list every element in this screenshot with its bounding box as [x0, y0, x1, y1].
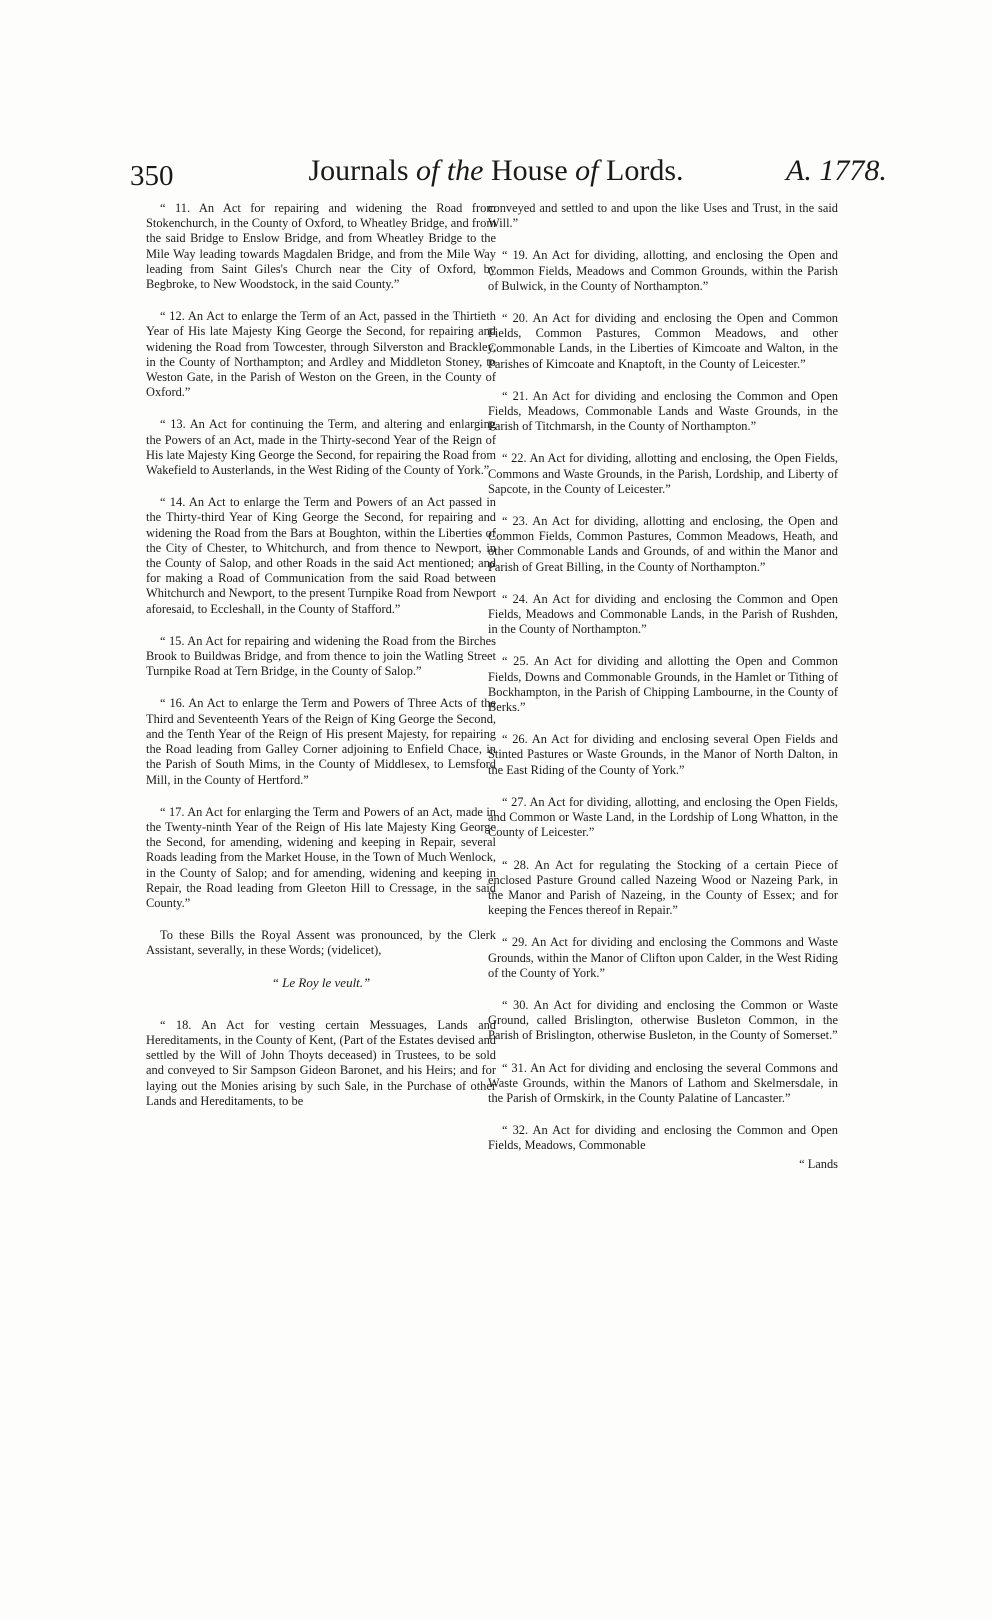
- act-entry-16: “ 16. An Act to enlarge the Term and Powers of Three Acts of the Third and Seventeenth Years of the Reign of King George the Second, and the Tenth Year of the Reign of His present Majesty, for repairing the Road leading from Galley Corner adjoining to Enfield Chace, in the Parish of South Mims, in the County of Middlesex, to Lemsford Mill, in the County of Hertford.”: [146, 696, 496, 787]
- act-entry-27: “ 27. An Act for dividing, allotting, and enclosing the Open Fields, and Common or Waste Land, in the Lordship of Long Whatton, in the County of Leicester.”: [488, 794, 838, 840]
- act-entry-14: “ 14. An Act to enlarge the Term and Powers of an Act passed in the Thirty-third Year of King George the Second, for repairing and widening the Road from the Bars at Boughton, within the Liberties of the City of Chester, to Whitchurch, and from thence to Newport, in the County of Salop, and other Roads in the said Act mentioned; and for making a Road of Communication from the said Road between Whitchurch and Newport, to the present Turnpike Road from Newport aforesaid, to Eccleshall, in the County of Stafford.”: [146, 495, 496, 616]
- act-entry-20: “ 20. An Act for dividing and enclosing the Open and Common Fields, Common Pastures, Common Meadows, and other Commonable Lands, in the Liberties of Kimcoate and Walton, in the Parishes of Kimcoate and Knaptoft, in the County of Leicester.”: [488, 311, 838, 371]
- act-entry-28: “ 28. An Act for regulating the Stocking of a certain Piece of enclosed Pasture Ground called Nazeing Wood or Nazeing Park, in the Manor and Parish of Nazeing, in the County of Essex; and for keeping the Fences thereof in Repair.”: [488, 857, 838, 918]
- catchword: “ Lands: [799, 1156, 838, 1171]
- right-column: [488, 201, 838, 1184]
- page-number: 350: [130, 160, 174, 192]
- act-entry-18: “ 18. An Act for vesting certain Messuages, Lands and Hereditaments, in the County of Kent, (Part of the Estates devised and settled by the Will of John Thoyts deceased) in Trustees, to be sold and conveyed to Sir Sampson Gideon Baronet, and his Heirs; and for laying out the Monies arising by such Sale, in the Purchase of other Lands and Hereditaments, to be: [146, 1017, 496, 1108]
- act-entry-19: “ 19. An Act for dividing, allotting, and enclosing the Open and Common Fields, Meadows and Common Grounds, within the Parish of Bulwick, in the County of Northampton.”: [488, 248, 838, 293]
- page-header: [0, 152, 992, 202]
- act-entry-26: “ 26. An Act for dividing and enclosing several Open Fields and Stinted Pastures or Waste Grounds, in the Manor of North Dalton, in the East Riding of the County of York.”: [488, 732, 838, 777]
- act-entry-18-continuation: conveyed and settled to and upon the like Uses and Trust, in the said Will.”: [488, 201, 838, 231]
- act-entry-17: “ 17. An Act for enlarging the Term and Powers of an Act, made in the Twenty-ninth Year of the Reign of His late Majesty King George the Second, for amending, widening and keeping in Repair, several Roads leading from the Market House, in the Town of Much Wenlock, in the County of Salop; and for amending, widening and keeping in Repair, the Road leading from Gleeton Hill to Cressage, in the said County.”: [146, 804, 496, 910]
- act-entry-29: “ 29. An Act for dividing and enclosing the Commons and Waste Grounds, within the Manor of Clifton upon Calder, in the West Riding of the County of York.”: [488, 935, 838, 980]
- act-entry-23: “ 23. An Act for dividing, allotting and enclosing, the Open and Common Fields, Common Pastures, Common Meadows, Heath, and other Commonable Lands and Grounds, of and within the Manor and Parish of Great Billing, in the County of Northampton.”: [488, 514, 838, 574]
- title-part-house: House: [483, 154, 576, 187]
- left-column: [146, 201, 496, 1126]
- year-label: A. 1778.: [786, 154, 887, 187]
- act-entry-24: “ 24. An Act for dividing and enclosing the Common and Open Fields, Meadows and Commonable Lands, in the Parish of Rushden, in the County of Northampton.”: [488, 591, 838, 637]
- act-entry-31: “ 31. An Act for dividing and enclosing the several Commons and Waste Grounds, within the Manors of Lathom and Skelmersdale, in the Parish of Ormskirk, in the County Palatine of Lancaster.”: [488, 1060, 838, 1105]
- act-entry-11: “ 11. An Act for repairing and widening the Road from Stokenchurch, in the County of Oxford, to Wheatley Bridge, and from the said Bridge to Enslow Bridge, and from Wheatley Bridge to the Mile Way leading towards Magdalen Bridge, and from the Mile Way leading from Saint Giles's Church near the City of Oxford, by Begbroke, to New Woodstock, in the said County.”: [146, 201, 496, 292]
- act-entry-21: “ 21. An Act for dividing and enclosing the Common and Open Fields, Meadows, Commonable Lands and Waste Grounds, in the Parish of Titchmarsh, in the County of Northampton.”: [488, 388, 838, 434]
- act-entry-30: “ 30. An Act for dividing and enclosing the Common or Waste Ground, called Brislington, otherwise Busleton Common, in the Parish of Brislington, otherwise Busleton, in the County of Somerset.”: [488, 997, 838, 1043]
- royal-formula: “ Le Roy le veult.”: [271, 974, 371, 990]
- title-part-journals: Journals: [308, 154, 416, 187]
- title-part-lords: Lords.: [598, 154, 684, 187]
- title-of: of: [575, 154, 599, 187]
- act-entry-13: “ 13. An Act for continuing the Term, and altering and enlarging the Powers of an Act, made in the Thirty-second Year of the Reign of His late Majesty King George the Second, for repairing the Road from Wakefield to Austerlands, in the West Riding of the County of York.”: [146, 417, 496, 478]
- royal-assent-text: To these Bills the Royal Assent was pronounced, by the Clerk Assistant, severally, in these Words; (videlicet),: [146, 928, 496, 958]
- act-entry-22: “ 22. An Act for dividing, allotting and enclosing, the Open Fields, Commons and Waste Grounds, in the Parish, Lordship, and Liberty of Sapcote, in the County of Leicester.”: [488, 451, 838, 496]
- act-entry-12: “ 12. An Act to enlarge the Term of an Act, passed in the Thirtieth Year of His late Majesty King George the Second, for repairing and widening the Road from Towcester, through Silverston and Brackley, in the County of Northampton; and Ardley and Middleton Stoney, to Weston Gate, in the Parish of Weston on the Green, in the County of Oxford.”: [146, 309, 496, 400]
- act-entry-15: “ 15. An Act for repairing and widening the Road from the Birches Brook to Buildwas Bridge, and from thence to join the Watling Street Turnpike Road at Tern Bridge, in the County of Salop.”: [146, 633, 496, 679]
- act-entry-32: “ 32. An Act for dividing and enclosing the Common and Open Fields, Meadows, Commonable: [488, 1123, 838, 1153]
- title-of-the: of the: [416, 154, 484, 187]
- act-entry-25: “ 25. An Act for dividing and allotting the Open and Common Fields, Downs and Commonable Grounds, in the Hamlet or Tithing of Bockhampton, in the Parish of Chipping Lambourne, in the County of Berks.”: [488, 654, 838, 715]
